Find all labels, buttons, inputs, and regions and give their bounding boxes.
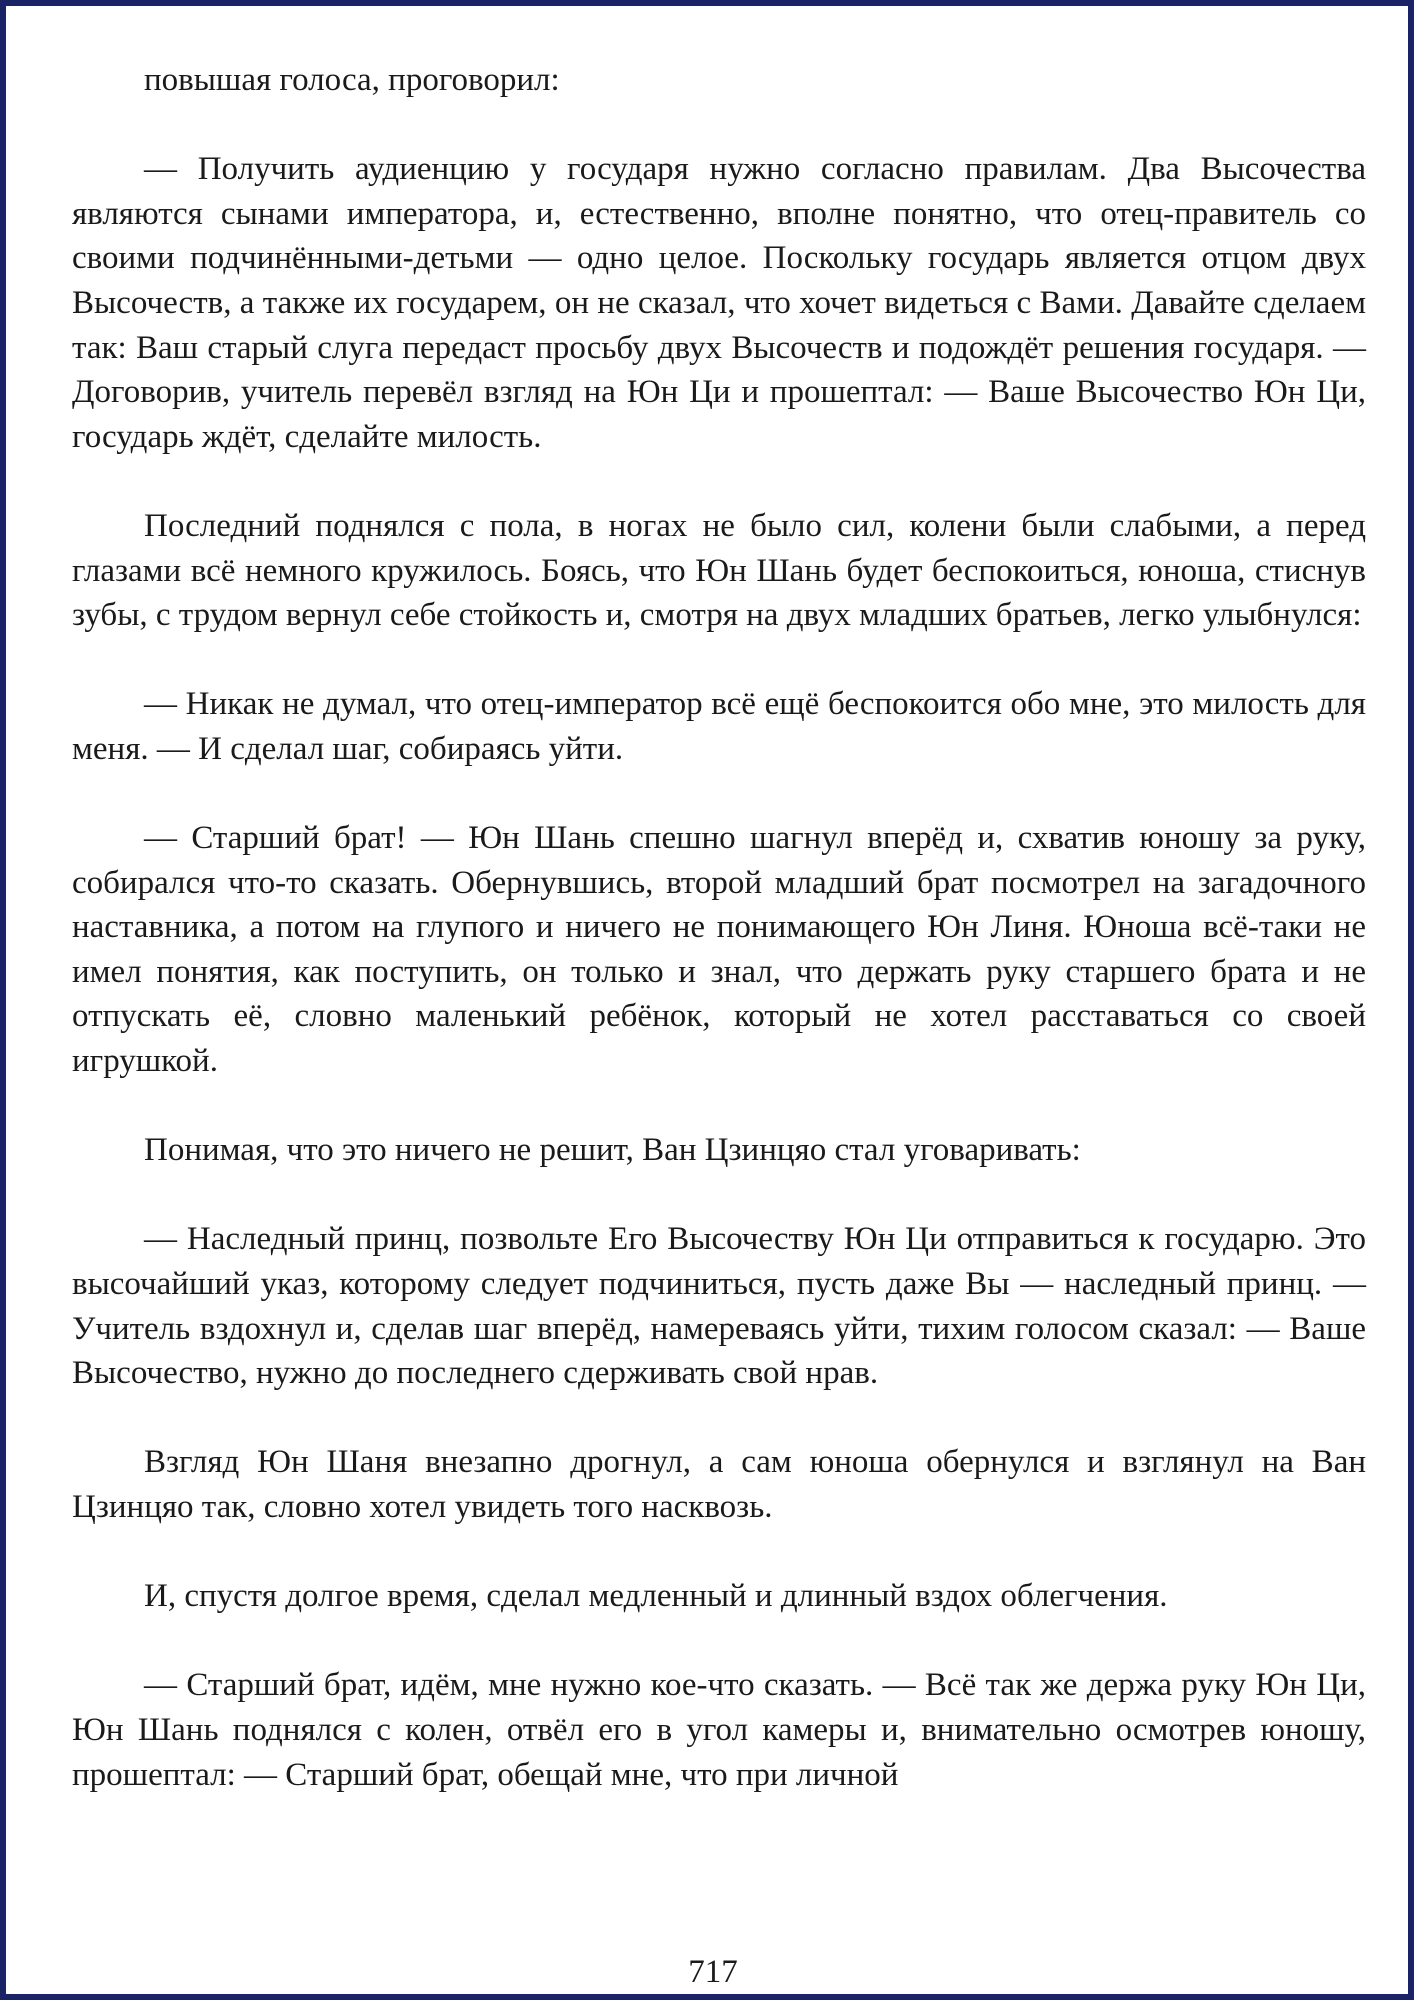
page-body-text	[72, 58, 1366, 1842]
paragraph: — Получить аудиенцию у государя нужно согласно правилам. Два Высочества являются сынами императора, и, естественно, вполне понятно, что отец-правитель со своими подчинёнными-детьми — одно целое. Поскольку государь является отцом двух Высочеств, а также их государем, он не сказал, что хочет видеться с Вами. Давайте сделаем так: Ваш старый слуга передаст просьбу двух Высочеств и подождёт решения государя. — Договорив, учитель перевёл взгляд на Юн Ци и прошептал: — Ваше Высочество Юн Ци, государь ждёт, сделайте милость.	[72, 151, 1366, 455]
page-number: 717	[688, 1954, 738, 1990]
paragraph: Понимая, что это ничего не решит, Ван Цзинцяо стал уговаривать:	[144, 1132, 1081, 1169]
paragraph: — Наследный принц, позвольте Его Высочеству Юн Ци отправиться к государю. Это высочайший указ, которому следует подчиниться, пусть даже Вы — наследный принц. — Учитель вздохнул и, сделав шаг вперёд, намереваясь уйти, тихим голосом сказал: — Ваше Высочество, нужно до последнего сдерживать свой нрав.	[72, 1221, 1366, 1392]
paragraph: — Старший брат! — Юн Шань спешно шагнул вперёд и, схватив юношу за руку, собирался что-то сказать. Обернувшись, второй младший брат посмотрел на загадочного наставника, а потом на глупого и ничего не понимающего Юн Линя. Юноша всё-таки не имел понятия, как поступить, он только и знал, что держать руку старшего брата и не отпускать её, словно маленький ребёнок, который не хотел расставаться со своей игрушкой.	[72, 820, 1366, 1080]
paragraph: И, спустя долгое время, сделал медленный и длинный вздох облегчения.	[144, 1578, 1168, 1615]
paragraph: — Старший брат, идём, мне нужно кое-что сказать. — Всё так же держа руку Юн Ци, Юн Шань поднялся с колен, отвёл его в угол камеры и, внимательно осмотрев юношу, прошептал: — Старший брат, обещай мне, что при личной	[72, 1667, 1366, 1793]
paragraph: Взгляд Юн Шаня внезапно дрогнул, а сам юноша обернулся и взглянул на Ван Цзинцяо так, словно хотел увидеть того насквозь.	[72, 1444, 1366, 1525]
paragraph: Последний поднялся с пола, в ногах не было сил, колени были слабыми, а перед глазами всё немного кружилось. Боясь, что Юн Шань будет беспокоиться, юноша, стиснув зубы, с трудом вернул себе стойкость и, смотря на двух младших братьев, легко улыбнулся:	[72, 507, 1366, 634]
paragraph: — Никак не думал, что отец-император всё ещё беспокоится обо мне, это милость для меня. — И сделал шаг, собираясь уйти.	[72, 686, 1366, 767]
paragraph: повышая голоса, проговорил:	[144, 62, 560, 98]
